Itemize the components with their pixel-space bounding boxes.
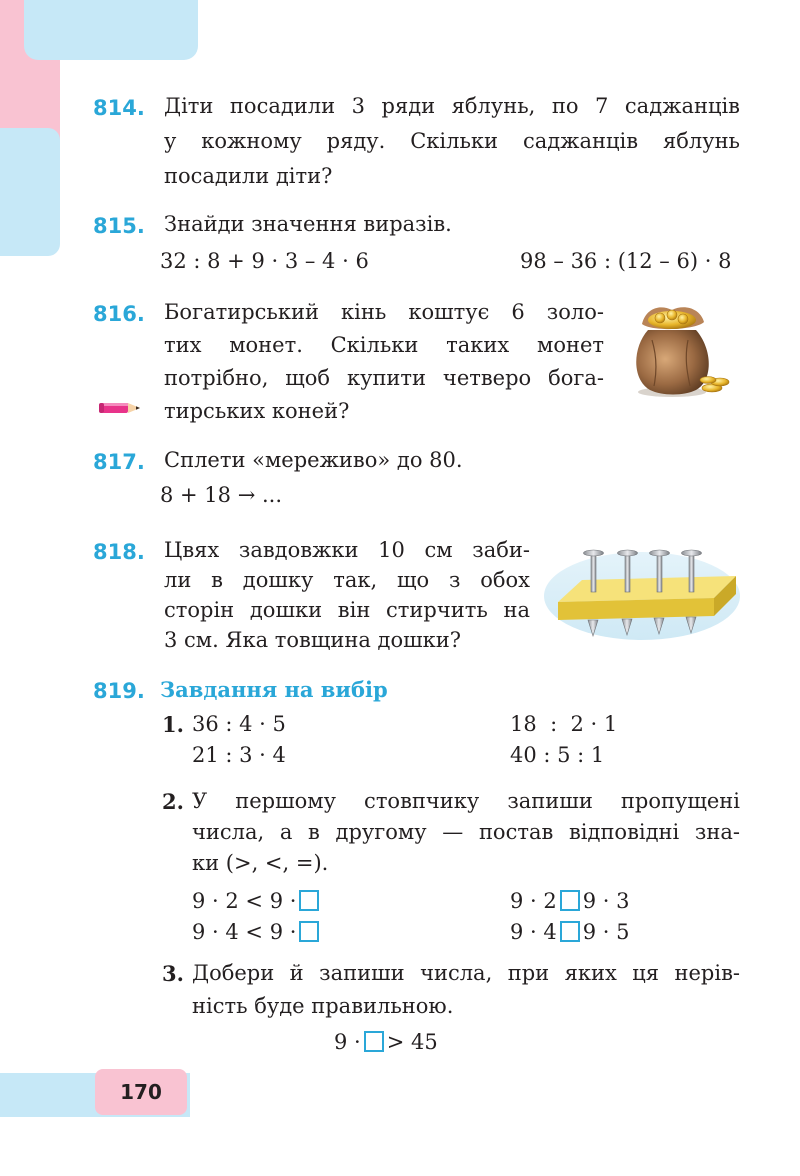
- problem-text-line: Цвях завдовжки 10 см заби-: [164, 538, 530, 562]
- expression: 40 : 5 : 1: [510, 743, 605, 767]
- problem-number: 814.: [93, 96, 145, 120]
- problem-text-line: Богатирський кінь коштує 6 золо-: [164, 300, 604, 324]
- answer-box[interactable]: [299, 890, 319, 911]
- inequality-row: [192, 917, 319, 948]
- problem-number: 815.: [93, 214, 145, 238]
- inequality-row: [192, 886, 319, 917]
- expression: 32 : 8 + 9 · 3 – 4 · 6: [160, 249, 369, 273]
- page-number: 170: [95, 1069, 187, 1115]
- problem-text-line: посадили діти?: [164, 164, 333, 188]
- task-text-line: Добери й запиши числа, при яких ця нерів-: [192, 961, 740, 985]
- problem-text-line: ли в дошку так, що з обох: [164, 568, 530, 592]
- inequality-row: [334, 1027, 438, 1058]
- expression: 9 · 4: [510, 920, 557, 944]
- pencil-icon: [98, 398, 144, 418]
- task-number: 2.: [162, 789, 184, 814]
- problem-text-line: Діти посадили 3 ряди яблунь, по 7 саджанців: [164, 94, 740, 118]
- expression: 9 ·: [334, 1030, 361, 1054]
- problem-text-line: Знайди значення виразів.: [164, 212, 452, 236]
- coin-bag-illustration: [626, 300, 734, 400]
- comparison-row: [510, 886, 630, 917]
- problem-number: 817.: [93, 450, 145, 474]
- task-text-line: ність буде правильною.: [192, 994, 454, 1018]
- decor-blue-tab-side: [0, 128, 60, 256]
- problem-text-line: Сплети «мереживо» до 80.: [164, 448, 463, 472]
- task-text-line: числа, а в другому — постав відповідні зна-: [192, 820, 740, 844]
- expression: 21 : 3 · 4: [192, 743, 286, 767]
- problem-number: 819.: [93, 679, 145, 703]
- answer-box[interactable]: [560, 890, 580, 911]
- problem-text-line: тирських коней?: [164, 399, 350, 423]
- expression: 9 · 5: [582, 920, 630, 944]
- problem-text-line: 3 см. Яка товщина дошки?: [164, 628, 462, 652]
- nails-board-illustration: [542, 540, 742, 650]
- problem-text-line: потрібно, щоб купити четверо бога-: [164, 366, 604, 390]
- section-title: Завдання на вибір: [160, 677, 388, 702]
- comparison-row: [510, 917, 630, 948]
- decor-blue-tab-top: [24, 0, 198, 60]
- problem-number: 816.: [93, 302, 145, 326]
- problem-text-line: у кожному ряду. Скільки саджанців яблунь: [164, 129, 740, 153]
- problem-text-line: сторін дошки він стирчить на: [164, 598, 530, 622]
- expression: 9 · 2 < 9 ·: [192, 889, 297, 913]
- answer-box[interactable]: [299, 921, 319, 942]
- task-number: 1.: [162, 712, 184, 737]
- task-text-line: У першому стовпчику запиши пропущені: [192, 789, 740, 813]
- problem-text-line: тих монет. Скільки таких монет: [164, 333, 604, 357]
- problem-number: 818.: [93, 540, 145, 564]
- expression: 18 : 2 · 1: [510, 712, 618, 736]
- expression: 98 – 36 : (12 – 6) · 8: [520, 249, 732, 273]
- task-text-line: ки (>, <, =).: [192, 851, 329, 875]
- expression: 8 + 18 → ...: [160, 483, 283, 507]
- answer-box[interactable]: [560, 921, 580, 942]
- expression: 9 · 2: [510, 889, 557, 913]
- expression: 9 · 4 < 9 ·: [192, 920, 297, 944]
- expression: 36 : 4 · 5: [192, 712, 286, 736]
- task-number: 3.: [162, 961, 184, 986]
- expression: > 45: [386, 1030, 438, 1054]
- expression: 9 · 3: [582, 889, 630, 913]
- answer-box[interactable]: [364, 1031, 384, 1052]
